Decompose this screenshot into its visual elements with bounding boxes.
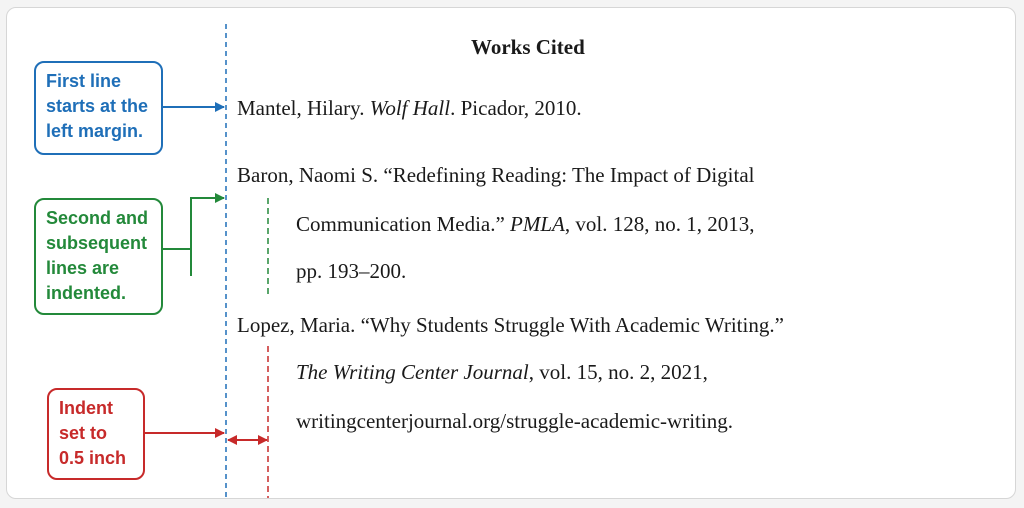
entry-2-line-3 [296,258,406,284]
entry-2-text: Baron, Naomi S. “Redefining Reading: The Impact of Digital [237,163,755,187]
first-line-callout: First line starts at the left margin. [34,61,163,155]
subsequent-lines-callout: Second and subsequent lines are indented. [34,198,163,315]
entry-3-text: Lopez, Maria. “Why Students Struggle With Academic Writing.” [237,313,784,337]
entry-2-text: , vol. 128, no. 1, 2013, [564,212,755,236]
works-cited-heading: Works Cited [471,35,585,59]
entry-3-line-2 [296,359,708,385]
indent-callout: Indent set to 0.5 inch [47,388,145,480]
entry-3-line-3 [296,408,733,434]
entry-2-line-2 [296,211,754,237]
entry-3-text: , vol. 15, no. 2, 2021, [528,360,708,384]
entry-2-pages: pp. 193–200. [296,259,407,283]
entry-1-author: Mantel, Hilary. [237,96,370,120]
entry-3-url: writingcenterjournal.org/struggle-academic-writing. [296,409,733,433]
entry-1-line-1 [237,95,582,121]
entry-1-title: Wolf Hall [369,96,451,120]
entry-1-publisher: . Picador, 2010. [450,96,582,120]
entry-2-journal: PMLA [510,212,565,236]
entry-3-line-1 [237,312,784,338]
entry-2-line-1 [237,162,755,188]
entry-3-journal: The Writing Center Journal [296,360,529,384]
entry-2-text: Communication Media.” [296,212,511,236]
